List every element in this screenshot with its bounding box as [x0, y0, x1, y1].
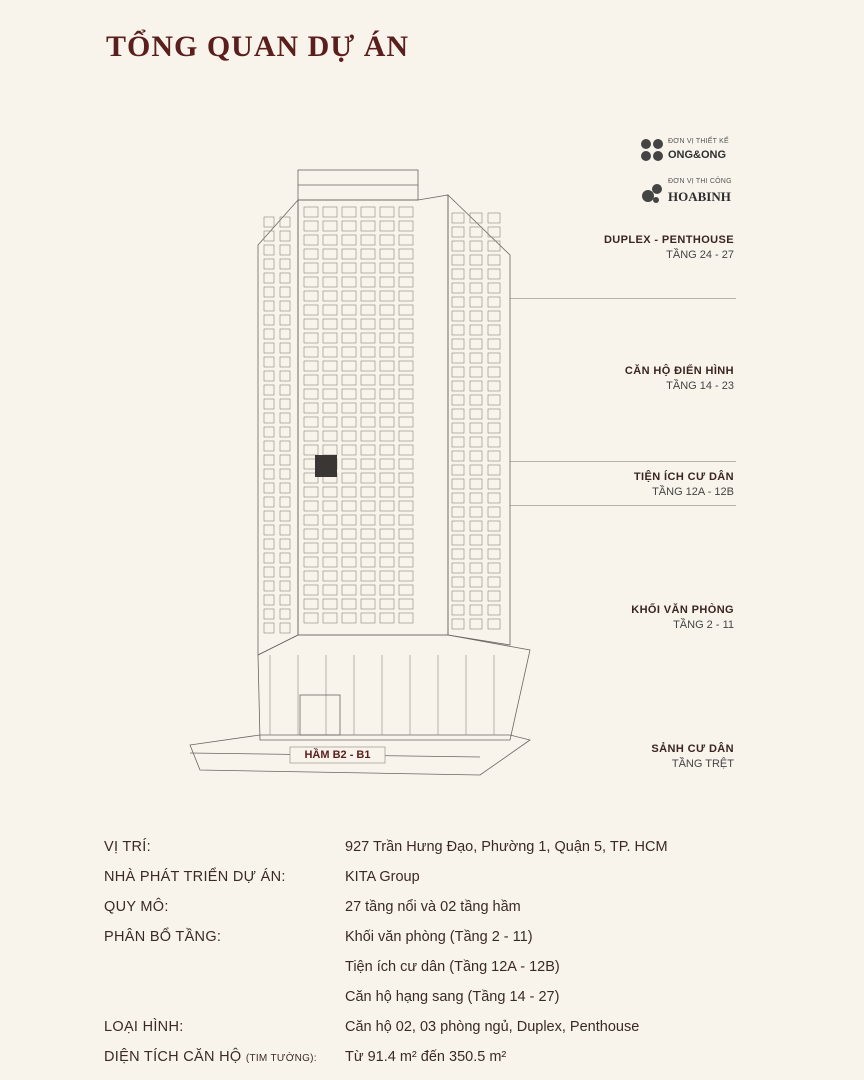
info-row-scale: QUY MÔ: 27 tầng nổi và 02 tầng hầm	[104, 899, 521, 915]
info-row-type: LOẠI HÌNH: Căn hộ 02, 03 phòng ngủ, Duplex, Penthouse	[104, 1019, 640, 1035]
basement-label: HẦM B2 - B1	[304, 749, 371, 761]
info-row-allocation: PHÂN BỔ TẦNG: Khối văn phòng (Tầng 2 - 11)	[104, 929, 533, 945]
hoabinh-logo-icon	[640, 180, 664, 206]
floor-label-lobby: SẢNH CƯ DÂN TẦNG TRỆT	[651, 743, 734, 770]
ong-ong-logo-icon	[640, 138, 664, 162]
floor-label-amenities: TIỆN ÍCH CƯ DÂN TẦNG 12A - 12B	[633, 471, 734, 498]
leader-line	[510, 505, 736, 506]
info-row-developer: NHÀ PHÁT TRIỂN DỰ ÁN: KITA Group	[104, 869, 420, 885]
area-key: DIỆN TÍCH CĂN HỘ	[104, 1049, 242, 1065]
floor-label-apartments: CĂN HỘ ĐIỂN HÌNH TẦNG 14 - 23	[624, 365, 734, 392]
area-key-note: (TIM TƯỜNG):	[245, 1053, 317, 1064]
leader-line	[510, 461, 736, 462]
info-row-allocation-2: Tiện ích cư dân (Tầng 12A - 12B)	[345, 959, 560, 975]
design-name: ONG&ONG	[668, 149, 727, 161]
leader-line	[510, 298, 736, 299]
info-row-area: DIỆN TÍCH CĂN HỘ (TIM TƯỜNG): Từ 91.4 m² đến 350.5 m²	[104, 1049, 507, 1065]
tower-illustration	[180, 135, 540, 785]
info-row-location: VỊ TRÍ: 927 Trần Hưng Đạo, Phường 1, Quận 5, TP. HCM	[104, 839, 668, 855]
build-label: ĐƠN VỊ THI CÔNG	[668, 178, 732, 185]
design-label: ĐƠN VỊ THIẾT KẾ	[668, 138, 729, 145]
page-title: TỔNG QUAN DỰ ÁN	[106, 30, 410, 63]
build-name: HOABINH	[668, 189, 731, 204]
floor-label-office: KHỐI VĂN PHÒNG TẦNG 2 - 11	[631, 604, 734, 631]
floor-label-penthouse: DUPLEX - PENTHOUSE TẦNG 24 - 27	[603, 234, 734, 261]
info-row-allocation-3: Căn hộ hạng sang (Tầng 14 - 27)	[345, 989, 560, 1005]
project-info	[104, 832, 804, 1072]
